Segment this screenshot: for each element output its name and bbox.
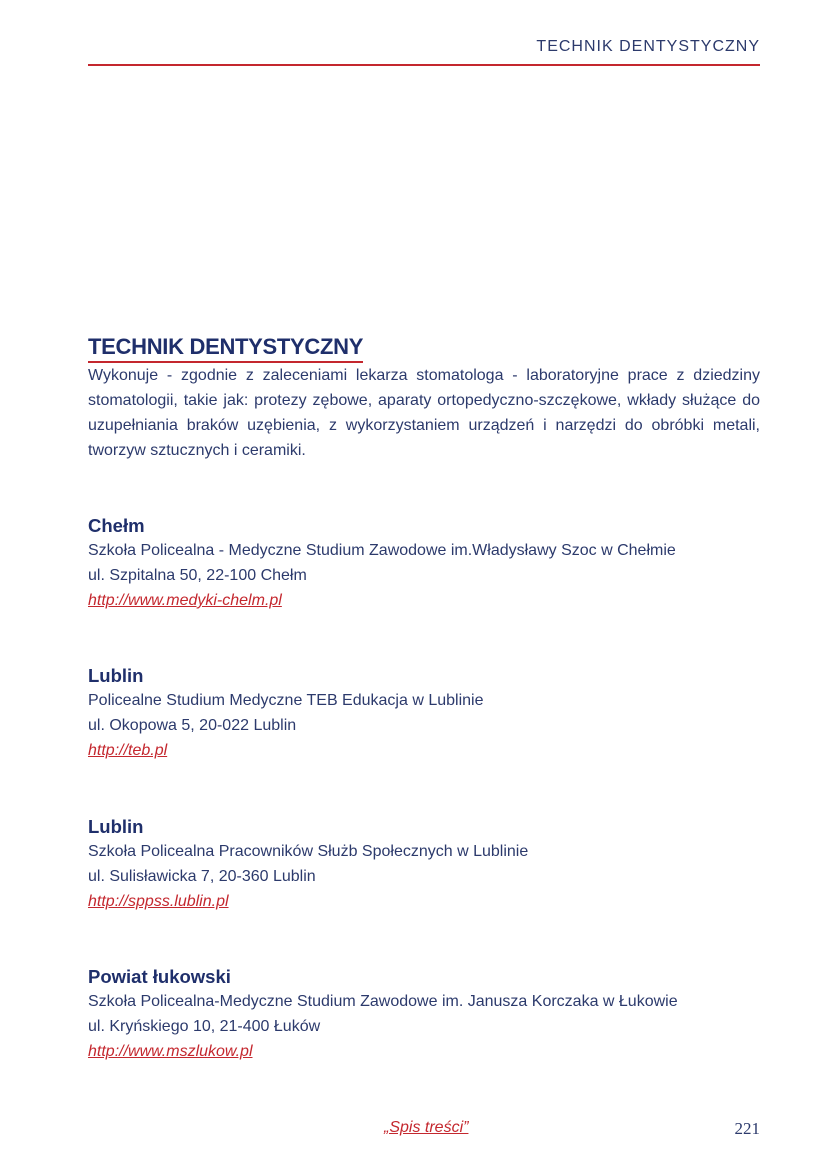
school-name: Szkoła Policealna-Medyczne Studium Zawodowe im. Janusza Korczaka w Łukowie <box>88 993 678 1010</box>
school-address: ul. Sulisławicka 7, 20-360 Lublin <box>88 868 316 885</box>
school-city: Lublin <box>88 665 144 686</box>
school-name: Policealne Studium Medyczne TEB Edukacja w Lublinie <box>88 692 484 709</box>
school-link[interactable]: http://www.mszlukow.pl <box>88 1043 253 1060</box>
school-address: ul. Szpitalna 50, 22-100 Chełm <box>88 567 307 584</box>
school-link[interactable]: http://sppss.lublin.pl <box>88 893 229 910</box>
school-link[interactable]: http://teb.pl <box>88 742 168 759</box>
school-entry <box>88 513 768 613</box>
school-city: Powiat łukowski <box>88 966 231 987</box>
table-of-contents-link[interactable]: „Spis treści” <box>384 1119 469 1136</box>
school-city: Lublin <box>88 816 144 837</box>
running-header: TECHNIK DENTYSTYCZNY <box>536 38 760 55</box>
school-entry <box>88 964 768 1064</box>
school-link[interactable]: http://www.medyki-chelm.pl <box>88 592 282 609</box>
school-address: ul. Kryńskiego 10, 21-400 Łuków <box>88 1018 321 1035</box>
school-name: Szkoła Policealna Pracowników Służb Społecznych w Lublinie <box>88 843 529 860</box>
section-title: TECHNIK DENTYSTYCZNY <box>88 334 363 363</box>
school-city: Chełm <box>88 515 145 536</box>
page-number: 221 <box>734 1119 760 1138</box>
section-description: Wykonuje - zgodnie z zaleceniami lekarza stomatologa - laboratoryjne prace z dziedziny stomatologii, takie jak: protezy zębowe, aparaty ortopedyczno-szczękowe, wkłady służące do uzupełniania braków uzębienia, z wykorzystaniem urządzeń i narzędzi do obróbki metali, tworzyw sztucznych i ceramiki. <box>88 367 760 459</box>
school-entry <box>88 663 768 763</box>
header-divider <box>88 64 760 66</box>
school-name: Szkoła Policealna - Medyczne Studium Zawodowe im.Władysławy Szoc w Chełmie <box>88 542 676 559</box>
school-entry <box>88 814 768 914</box>
school-address: ul. Okopowa 5, 20-022 Lublin <box>88 717 297 734</box>
